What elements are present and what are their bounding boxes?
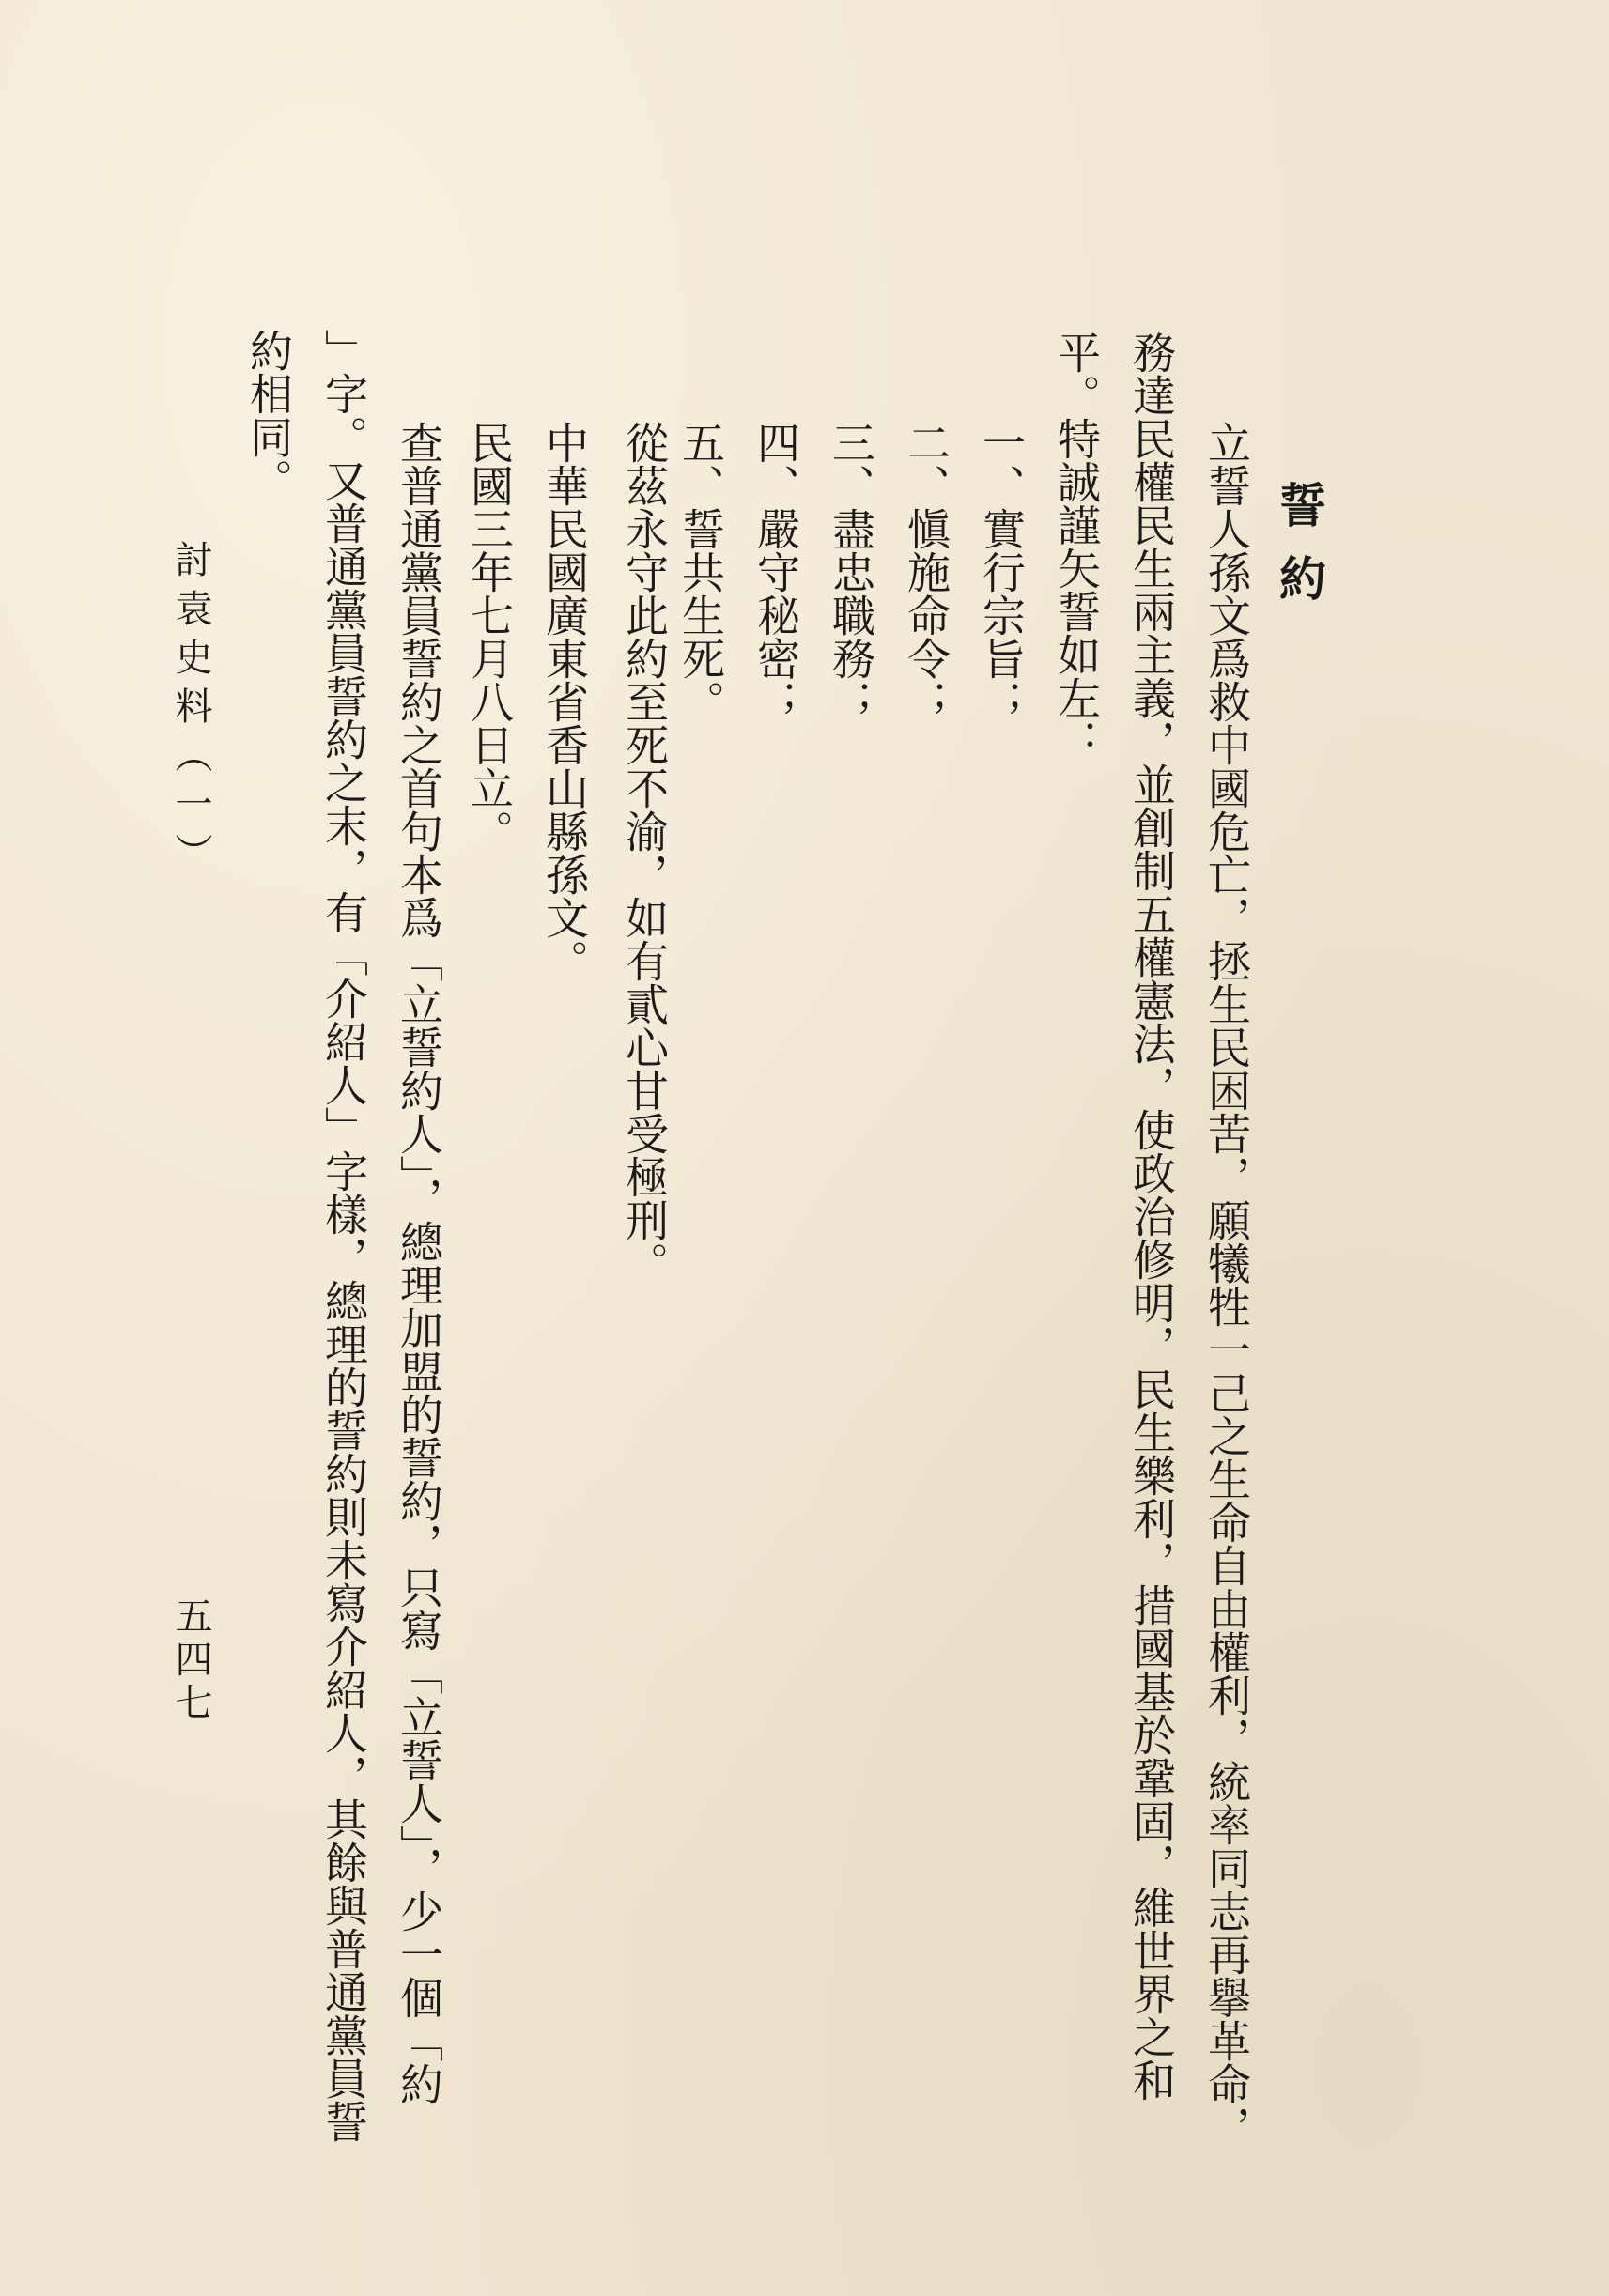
oath-item-3: 三、盡忠職務；	[826, 421, 876, 723]
oath-item-5: 五、誓共生死。	[675, 421, 726, 723]
text-column-3: 平。特誠謹矢誓如左：	[1051, 331, 1102, 763]
text-column-1: 立誓人孫文爲救中國危亡，拯生民困苦，願犧牲一己之生命自由權利，統率同志再擧革命，	[1201, 421, 1252, 2149]
note-column-3: 約相同。	[243, 329, 294, 501]
footer-book-title: 討袁史料（一）	[169, 540, 212, 882]
note-column-2: 」字。又普通黨員誓約之末，有「介紹人」字樣，總理的誓約則未寫介紹人，其餘與普通黨員誓	[318, 329, 369, 2143]
date-line: 民國三年七月八日立。	[464, 421, 515, 853]
text-column-2: 務達民權民生兩主義，並創制五權憲法，使政治修明，民生樂利，措國基於鞏固，維世界之和	[1126, 331, 1177, 2102]
oath-item-1: 一、實行宗旨；	[976, 421, 1027, 723]
text-column-vow: 從茲永守此約至死不渝，如有貳心甘受極刑。	[619, 421, 670, 1285]
document-title: 誓約	[1272, 481, 1327, 627]
signature-line: 中華民國廣東省香山縣孫文。	[539, 421, 590, 982]
page-number: 五四七	[169, 1596, 212, 1726]
note-column-1: 查普通黨員誓約之首句本爲「立誓約人」，總理加盟的誓約，只寫「立誓人」，少一個「約	[394, 421, 444, 2105]
oath-item-2: 二、愼施命令；	[901, 421, 951, 723]
oath-item-4: 四、嚴守秘密；	[750, 421, 801, 723]
